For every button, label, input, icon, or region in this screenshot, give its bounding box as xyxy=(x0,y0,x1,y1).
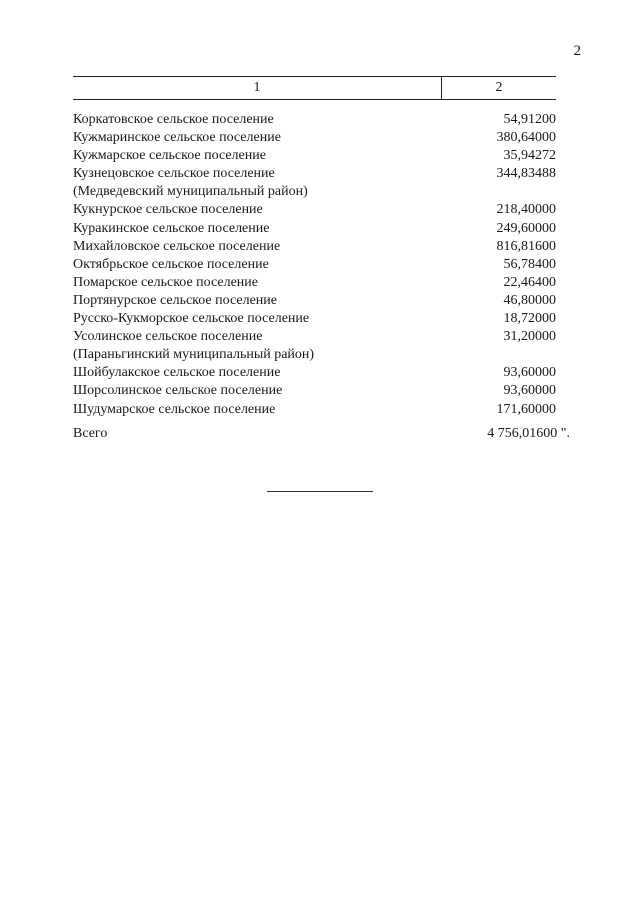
settlement-name-line: Коркатовское сельское поселение xyxy=(73,112,274,127)
appropriation-table xyxy=(73,76,570,443)
settlement-name-line: Кузнецовское сельское поселение xyxy=(73,166,275,182)
settlement-name xyxy=(73,401,436,419)
total-row xyxy=(73,425,570,443)
table-body xyxy=(73,111,556,419)
table-row xyxy=(73,256,556,274)
table-row xyxy=(73,165,556,201)
table-row xyxy=(73,364,556,382)
page-number: 2 xyxy=(573,43,581,59)
settlement-name-line: Кукнурское сельское поселение xyxy=(73,202,263,218)
settlement-name-line: Шорсолинское сельское поселение xyxy=(73,383,283,399)
district-note: (Параньгинский муниципальный район) xyxy=(73,347,315,363)
settlement-name xyxy=(73,310,436,328)
amount-value: 380,64000 xyxy=(496,130,556,146)
table-header xyxy=(73,76,556,100)
amount-value: 22,46400 xyxy=(503,274,556,290)
end-divider xyxy=(267,491,373,492)
settlement-name-line: Русско-Кукморское сельское поселение xyxy=(73,311,310,327)
settlement-name-line: Помарское сельское поселение xyxy=(73,274,259,290)
settlement-name xyxy=(73,238,436,256)
table-row xyxy=(73,147,556,165)
amount-value: 46,80000 xyxy=(503,292,556,308)
amount-value: 54,91200 xyxy=(503,112,556,127)
settlement-name xyxy=(73,364,436,382)
settlement-name xyxy=(73,147,436,165)
settlement-name xyxy=(73,274,436,292)
settlement-name xyxy=(73,292,436,310)
settlement-name xyxy=(73,328,436,364)
table-row xyxy=(73,129,556,147)
settlement-name xyxy=(73,382,436,400)
district-note: (Медведевский муниципальный район) xyxy=(73,184,308,200)
settlement-name xyxy=(73,111,436,129)
total-label: Всего xyxy=(73,425,108,441)
amount-value: 35,94272 xyxy=(503,148,556,164)
settlement-name-line: Михайловское сельское поселение xyxy=(73,238,281,254)
total-value: 4 756,01600 ". xyxy=(487,425,570,441)
settlement-name-line: Октябрьское сельское поселение xyxy=(73,256,269,272)
table-row xyxy=(73,111,556,129)
table-row xyxy=(73,238,556,256)
settlement-name-line: Портянурское сельское поселение xyxy=(73,292,277,308)
settlement-name-line: Усолинское сельское поселение xyxy=(73,329,263,345)
settlement-name xyxy=(73,165,436,201)
settlement-name-line: Куракинское сельское поселение xyxy=(73,220,270,236)
table-row xyxy=(73,328,556,364)
amount-value: 171,60000 xyxy=(496,401,556,417)
settlement-name-line: Шудумарское сельское поселение xyxy=(73,401,276,417)
column-header-2: 2 xyxy=(495,80,503,95)
settlement-name xyxy=(73,201,436,219)
table-row xyxy=(73,274,556,292)
settlement-name-line: Кужмарское сельское поселение xyxy=(73,148,266,164)
table-row xyxy=(73,310,556,328)
settlement-name-line: Шойбулакское сельское поселение xyxy=(73,365,281,381)
settlement-name-line: Кужмаринское сельское поселение xyxy=(73,130,281,146)
table-row xyxy=(73,201,556,219)
amount-value: 344,83488 xyxy=(496,166,556,182)
settlement-name xyxy=(73,220,436,238)
amount-value: 31,20000 xyxy=(503,329,556,345)
amount-value: 218,40000 xyxy=(496,202,556,218)
table-row xyxy=(73,401,556,419)
table-row xyxy=(73,292,556,310)
table-row xyxy=(73,220,556,238)
amount-value: 18,72000 xyxy=(503,311,556,327)
amount-value: 93,60000 xyxy=(503,365,556,381)
column-header-1: 1 xyxy=(73,77,442,99)
amount-value: 249,60000 xyxy=(496,220,556,236)
amount-value: 93,60000 xyxy=(503,383,556,399)
settlement-name xyxy=(73,256,436,274)
settlement-name xyxy=(73,129,436,147)
amount-value: 56,78400 xyxy=(503,256,556,272)
table-row xyxy=(73,382,556,400)
amount-value: 816,81600 xyxy=(496,238,556,254)
